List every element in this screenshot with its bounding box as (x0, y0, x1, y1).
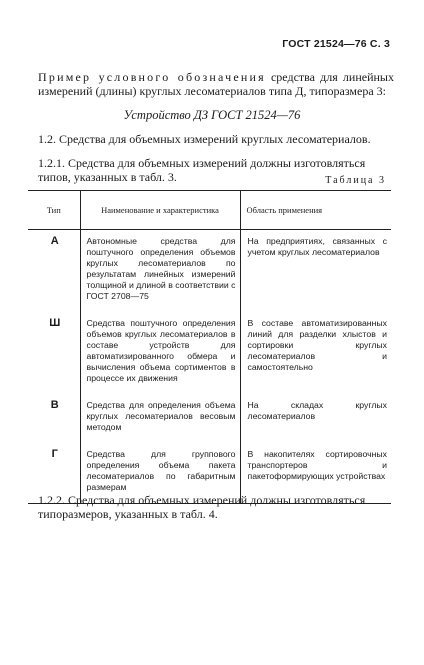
table-row (28, 312, 391, 394)
cell-type: Г (28, 443, 80, 504)
cell-characteristic: Автономные средства для поштучного определения объемов круглых лесоматериалов по результатам линейных измерений толщиной и длиной в соответствии с ГОСТ 2708—75 (80, 230, 240, 313)
example-text: средства для линейных измерений (длины) круглых лесоматериалов типа Д, типоразмера 3: (38, 70, 394, 98)
table-header-row (28, 191, 391, 230)
types-table (28, 190, 391, 504)
cell-area: На предприятиях, связанных с учетом круглых лесоматериалов (240, 230, 391, 313)
section-1-2: 1.2. Средства для объемных измерений круглых лесоматериалов. (38, 132, 371, 146)
designation-example-paragraph (38, 70, 394, 98)
cell-type: А (50, 235, 59, 247)
cell-characteristic: Средства для определения объема круглых лесоматериалов весовым методом (80, 394, 240, 443)
example-lead: Пример условного обозначения (38, 70, 266, 84)
cell-characteristic: Средства поштучного определения объемов круглых лесоматериалов в составе устройств для автоматизированного обмера и вычисления объема сортиментов в процессе их движения (80, 312, 240, 394)
header-characteristic: Наименование и характеристика (80, 191, 240, 230)
section-1-2-1: 1.2.1. Средства для объемных измерений должны изготовляться типов, указанных в табл. 3. (38, 156, 366, 184)
header-area: Область применения (240, 191, 391, 230)
header-type: Тип (28, 191, 80, 230)
cell-type: Ш (49, 317, 61, 329)
page-header: ГОСТ 21524—76 С. 3 (282, 38, 390, 50)
device-designation: Устройство ДЗ ГОСТ 21524—76 (123, 108, 301, 122)
table-row (28, 230, 391, 313)
section-1-2-2: 1.2.2. Средства для объемных измерений должны изготовляться типоразмеров, указанных в табл. 4. (38, 493, 366, 521)
cell-area: В накопителях сортировочных транспортеров и пакетоформирующих устройствах (240, 443, 391, 504)
cell-area: На складах круглых лесоматериалов (240, 394, 391, 443)
table-row (28, 394, 391, 443)
cell-characteristic: Средства для группового определения объема пакета лесоматериалов по габаритным размерам (80, 443, 240, 504)
cell-type: В (50, 399, 59, 411)
table-caption: Таблица 3 (325, 175, 386, 186)
cell-area: В составе автоматизированных линий для разделки хлыстов и сортировки круглых лесоматериалов и самостоятельно (240, 312, 391, 394)
